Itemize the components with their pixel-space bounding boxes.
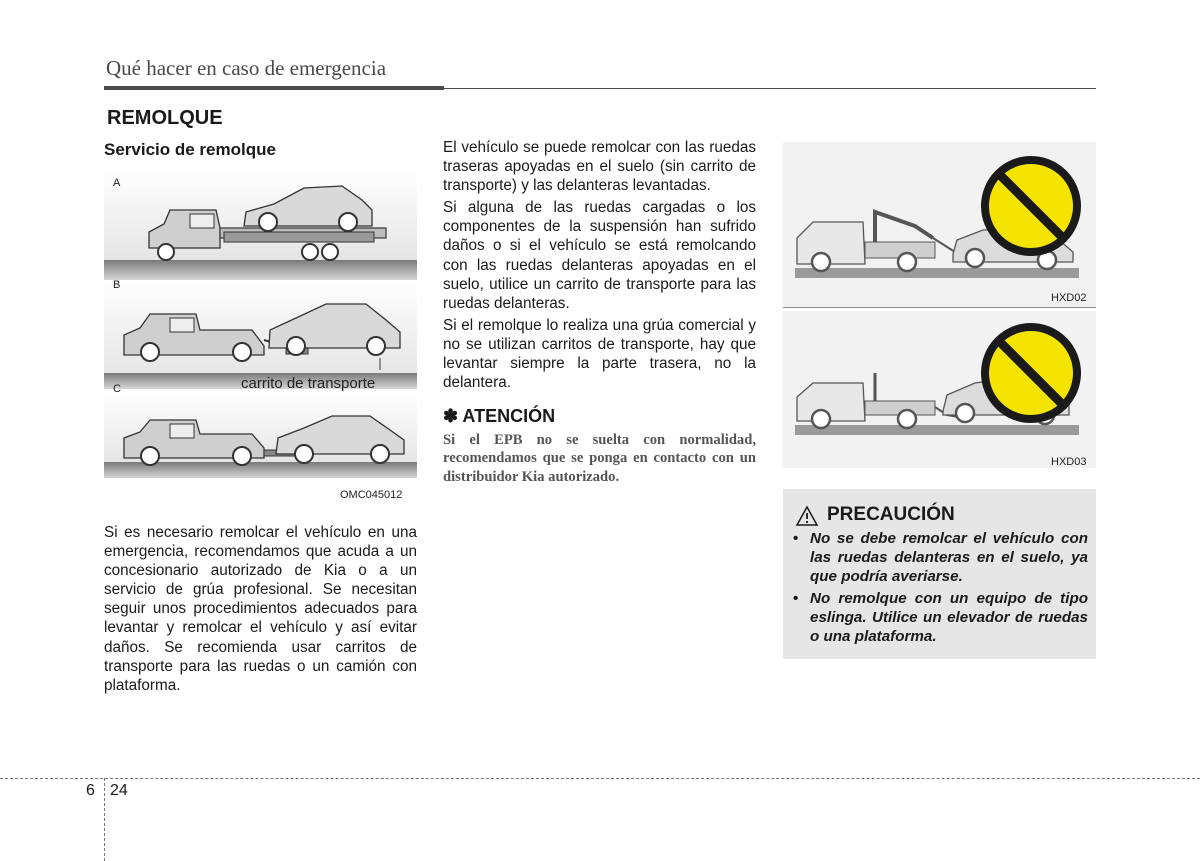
warning-triangle-icon — [795, 505, 819, 527]
paragraph: Si alguna de las ruedas cargadas o los componentes de la suspensión han sufrido daños o si el vehículo se está remolcando con las ruedas delanteras apoyadas en el suelo, utilice un carrito de transporte para las ruedas delanteras. — [443, 199, 756, 312]
footer-rule — [0, 778, 1200, 779]
towing-methods-illustration — [104, 170, 417, 502]
tow-crane-photo — [783, 142, 1096, 308]
paragraph: Si el remolque lo realiza una grúa comercial y no se utilizan carritos de transporte, hay que levantar siempre la parte trasera, no la delantera. — [443, 316, 756, 392]
label-c: C — [113, 383, 121, 395]
photo-code: HXD03 — [1051, 456, 1087, 468]
photo-code: HXD02 — [1051, 292, 1087, 304]
footer-divider — [104, 778, 105, 861]
paragraph: El vehículo se puede remolcar con las ruedas traseras apoyadas en el suelo (sin carrito de transporte) y las delanteras levantadas. — [443, 139, 756, 195]
header-rule-thick — [104, 86, 444, 90]
no-symbol-icon — [985, 160, 1077, 252]
caution-list — [793, 529, 1088, 648]
header-rule-thin — [444, 88, 1096, 89]
caution-title: PRECAUCIÓN — [827, 504, 955, 525]
ground-a — [104, 260, 417, 280]
no-symbol-icon — [985, 327, 1077, 419]
subsection-title: Servicio de remolque — [104, 140, 276, 159]
attention-title: ✽ ATENCIÓN — [443, 406, 556, 427]
attention-body: Si el EPB no se suelta con normalidad, recomendamos que se ponga en contacto con un distribuidor Kia autorizado. — [443, 432, 756, 485]
caution-item: • No remolque con un equipo de tipo eslinga. Utilice un elevador de ruedas o una plataforma. — [793, 589, 1088, 646]
caution-item: • No se debe remolcar el vehículo con las ruedas delanteras en el suelo, ya que podría averiarse. — [793, 530, 1088, 586]
label-b: B — [113, 279, 121, 291]
page-number: 24 — [110, 782, 128, 799]
caution-box — [783, 489, 1096, 659]
running-header: Qué hacer en caso de emergencia — [106, 56, 387, 80]
dolly-caption: carrito de transporte — [241, 375, 376, 392]
figure-code: OMC045012 — [340, 489, 403, 501]
tow-sling-photo — [783, 311, 1096, 468]
chapter-number: 6 — [86, 782, 95, 799]
label-a: A — [113, 177, 121, 189]
middle-column — [443, 138, 756, 486]
towing-intro-text: Si es necesario remolcar el vehículo en una emergencia, recomendamos que acuda a un concesionario autorizado de Kia o a un servicio de grúa profesional. Se necesitan seguir unos procedimientos adecuados para levantar y remolcar el vehículo y así evitar daños. Se recomienda usar carritos de transporte para las ruedas o un camión con plataforma. — [104, 524, 417, 694]
section-title: REMOLQUE — [107, 107, 223, 129]
